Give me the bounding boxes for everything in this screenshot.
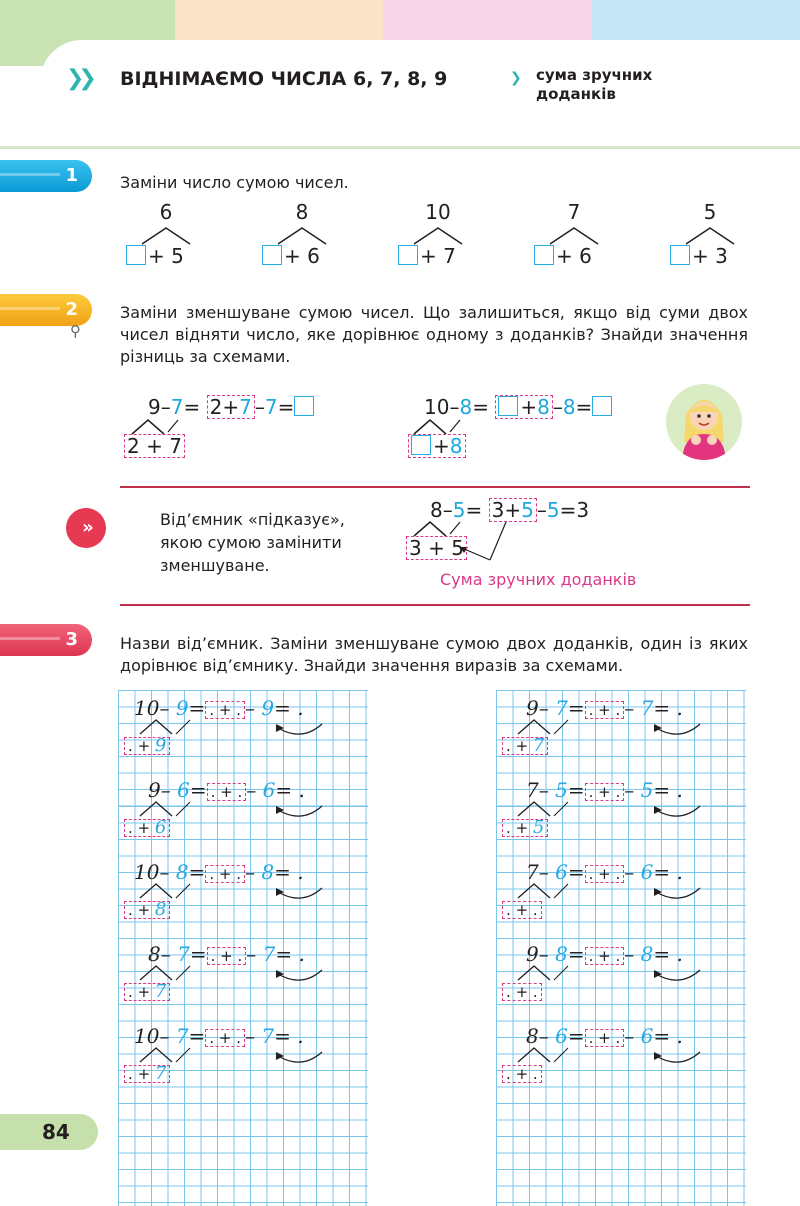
split-box[interactable]: . + 9: [124, 737, 170, 755]
number-split-tree: [670, 200, 750, 272]
number-split-tree: [398, 200, 478, 272]
split-box[interactable]: . + 8: [124, 901, 170, 919]
sum-box[interactable]: . + .: [205, 865, 245, 883]
tree-bottom: + 3: [670, 244, 728, 268]
answer-box[interactable]: [411, 435, 431, 455]
worksheet-expression: 8– 6= . + . – 6= .: [526, 1024, 683, 1048]
task-2-split-1: 2 + 7: [124, 434, 185, 458]
task-2-text: Заміни зменшуване сумою чисел. Що залишиться, якщо від суми двох чисел відняти число, яке дорівнює одному з доданків? Знайди значення різниць за схемами.: [120, 303, 748, 366]
magnifier-icon: ⚲: [70, 322, 81, 340]
sum-box[interactable]: . + .: [585, 947, 625, 965]
sum-box[interactable]: . + .: [585, 783, 625, 801]
tree-bottom: + 6: [262, 244, 320, 268]
sum-box[interactable]: . + .: [205, 701, 245, 719]
header-panel: [40, 40, 800, 148]
double-chevron-tip-icon: »: [66, 508, 106, 548]
tip-split: 3 + 5: [406, 536, 467, 560]
split-box[interactable]: . + 6: [124, 819, 170, 837]
split-box[interactable]: . + 7: [124, 1065, 170, 1083]
sum-box[interactable]: . + .: [205, 1029, 245, 1047]
worksheet-expression: 9– 6= . + . – 6= .: [148, 778, 305, 802]
split-box[interactable]: . + 5: [502, 819, 548, 837]
tip-text: Від’ємник «підказує», якою сумою замінити зменшуване.: [160, 510, 345, 575]
tip-top-rule: [120, 486, 750, 488]
worksheet-split: [124, 814, 170, 838]
tree-top-number: 6: [159, 200, 173, 224]
number-split-tree: [262, 200, 342, 272]
header-divider: [0, 146, 800, 149]
answer-box[interactable]: [498, 396, 518, 416]
worksheet-split: [502, 1060, 542, 1084]
worksheet-expression: 10– 9= . + . – 9= .: [134, 696, 304, 720]
answer-box[interactable]: [126, 245, 146, 265]
task-1-text: Заміни число сумою чисел.: [120, 173, 349, 192]
tree-top-number: 8: [295, 200, 309, 224]
sum-box[interactable]: . + .: [585, 865, 625, 883]
tree-bottom: + 5: [126, 244, 184, 268]
worksheet-split: [502, 732, 548, 756]
task-2-badge: 2: [0, 294, 92, 326]
tree-branch: [544, 226, 604, 246]
tip-bottom-rule: [120, 604, 750, 606]
page-title: ВІДНІМАЄМО ЧИСЛА 6, 7, 8, 9: [120, 68, 448, 90]
tree-bottom: + 6: [534, 244, 592, 268]
sum-box[interactable]: . + .: [585, 1029, 625, 1047]
tree-top-number: 10: [425, 200, 451, 224]
task-3-text: Назви від’ємник. Заміни зменшуване сумою двох доданків, один із яких дорівнює від’ємнику. Знайди значення виразів за схемами.: [120, 634, 748, 675]
worksheet-split: [502, 896, 542, 920]
worksheet-expression: 8– 7= . + . – 7= .: [148, 942, 305, 966]
answer-box[interactable]: [294, 396, 314, 416]
worksheet-expression: 9– 7= . + . – 7= .: [526, 696, 683, 720]
page-subtitle: сума зручних доданків: [536, 66, 653, 103]
worksheet-split: [502, 978, 542, 1002]
task-2-expression-2: 10–8= +8 –8=: [424, 395, 614, 419]
number-split-tree: [126, 200, 206, 272]
split-box[interactable]: . + .: [502, 901, 542, 919]
girl-illustration: [666, 384, 742, 460]
worksheet-split: [124, 1060, 170, 1084]
worksheet-split: [502, 814, 548, 838]
tip-sum-label: Сума зручних доданків: [440, 570, 637, 589]
split-box[interactable]: . + 7: [502, 737, 548, 755]
tree-branch: [136, 226, 196, 246]
tree-top-number: 7: [567, 200, 581, 224]
answer-box[interactable]: [592, 396, 612, 416]
tree-bottom: + 7: [398, 244, 456, 268]
page-number: 84: [42, 1120, 70, 1144]
worksheet-expression: 10– 7= . + . – 7= .: [134, 1024, 304, 1048]
task-2-split-2: +8: [408, 434, 466, 458]
split-box[interactable]: . + .: [502, 1065, 542, 1083]
worksheet-expression: 7– 6= . + . – 6= .: [526, 860, 683, 884]
tree-top-number: 5: [703, 200, 717, 224]
worksheet-split: [124, 896, 170, 920]
tree-branch: [272, 226, 332, 246]
double-chevron-icon: ❯❯: [66, 66, 91, 91]
answer-box[interactable]: [398, 245, 418, 265]
tree-branch: [680, 226, 740, 246]
tree-branch: [408, 226, 468, 246]
number-split-tree: [534, 200, 614, 272]
split-box[interactable]: . + .: [502, 983, 542, 1001]
sum-box[interactable]: . + .: [207, 947, 247, 965]
split-box[interactable]: . + 7: [124, 983, 170, 1001]
worksheet-split: [124, 732, 170, 756]
task-1-badge: 1: [0, 160, 92, 192]
sum-box[interactable]: . + .: [207, 783, 247, 801]
chevron-right-icon: ❯: [510, 70, 522, 86]
worksheet-expression: 10– 8= . + . – 8= .: [134, 860, 304, 884]
answer-box[interactable]: [262, 245, 282, 265]
worksheet-expression: 7– 5= . + . – 5= .: [526, 778, 683, 802]
task-3-badge: 3: [0, 624, 92, 656]
worksheet-expression: 9– 8= . + . – 8= .: [526, 942, 683, 966]
sum-box[interactable]: . + .: [585, 701, 625, 719]
tip-expression: 8–5= 3+5 –5=3: [430, 498, 590, 522]
answer-box[interactable]: [534, 245, 554, 265]
task-2-expression-1: 9–7= 2+7 –7=: [148, 395, 316, 419]
worksheet-split: [124, 978, 170, 1002]
answer-box[interactable]: [670, 245, 690, 265]
